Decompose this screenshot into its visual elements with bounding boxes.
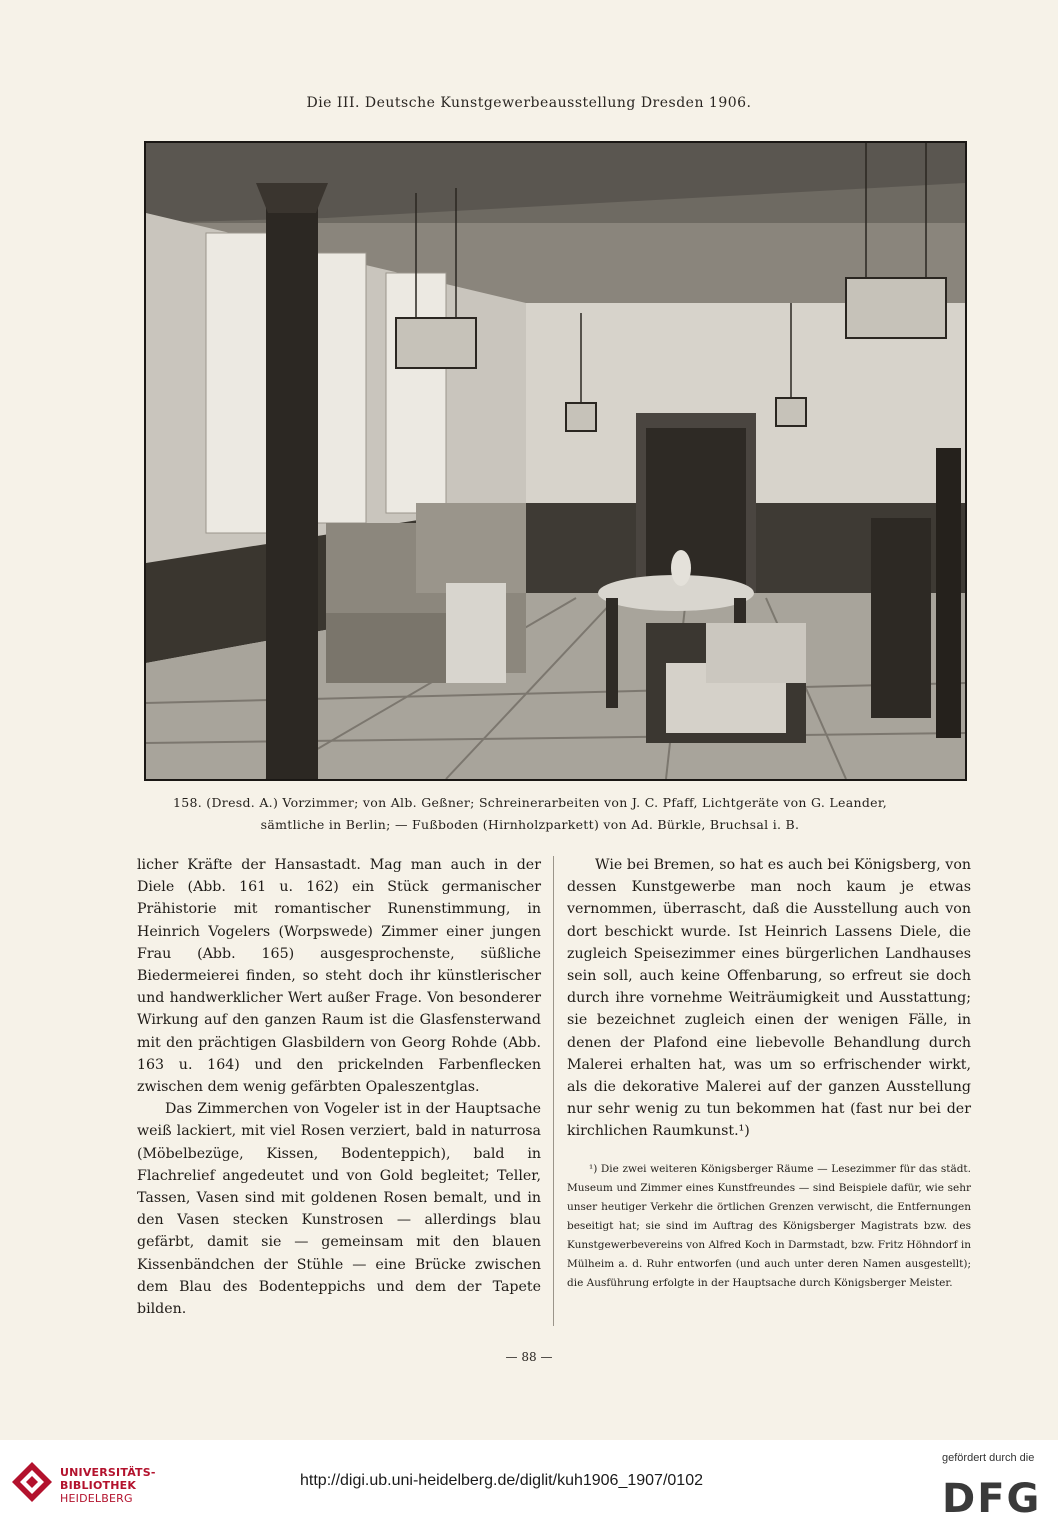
- footnote-text: ¹) Die zwei weiteren Königsberger Räume — Lesezimmer für das städt. Museum und Zimmer eines Kunstfreundes — sind Beispiele dafür, wie sehr unser heutiger Verkehr die örtlichen Grenzen verwischt, die Entfernungen beseitigt hat; sie sind im Auftrag des Königsberger Magistrats bzw. des Kunstgewerbevereins von Alfred Koch in Darmstadt, bzw. Fritz Höhndorf in Mülheim a. d. Ruhr entworfen (und auch unter deren Namen ausgestellt); die Ausführung erfolgte in der Hauptsache durch Königsberger Meister.: [567, 1163, 971, 1289]
- left-column: [137, 854, 541, 1320]
- figure-caption-line-2: sämtliche in Berlin; — Fußboden (Hirnholzparkett) von Ad. Bürkle, Bruchsal i. B.: [260, 817, 800, 832]
- library-name-line-1: UNIVERSITÄTS-: [60, 1466, 156, 1479]
- library-name-line-2: BIBLIOTHEK: [60, 1479, 137, 1492]
- left-paragraph-2: Das Zimmerchen von Vogeler ist in der Hauptsache weiß lackiert, mit viel Rosen verziert, bald in naturrosa (Möbelbezüge, Kissen, Bodenteppich), bald in Flachrelief angedeutet und von Gold begleitet; Teller, Tassen, Vasen sind mit goldenen Rosen bemalt, und in den Vasen stecken Kunstrosen — allerdings blau gefärbt, damit sie — gemeinsam mit den blauen Kissenbändchen der Stühle — eine Brücke zwischen dem Blau des Bodenteppichs und dem der Tapete bilden.: [137, 1101, 541, 1318]
- column-divider: [553, 856, 554, 1326]
- footnote: [567, 1160, 971, 1293]
- running-head: Die III. Deutsche Kunstgewerbeausstellung Dresden 1906.: [306, 95, 752, 111]
- library-name-line-3: HEIDELBERG: [60, 1492, 133, 1505]
- interior-photograph: [144, 141, 967, 781]
- anteroom-photo-illustration: [146, 143, 965, 779]
- dfg-logo-icon: [940, 1474, 1050, 1516]
- right-column: [567, 854, 971, 1143]
- sponsor-label: gefördert durch die: [942, 1452, 1035, 1464]
- permalink-url[interactable]: http://digi.ub.uni-heidelberg.de/diglit/kuh1906_1907/0102: [300, 1472, 703, 1489]
- university-library-logo-icon: [10, 1460, 54, 1504]
- right-paragraph-1: Wie bei Bremen, so hat es auch bei Königsberg, von dessen Kunstgewerbe man noch kaum je etwas vernommen, überrascht, daß die Ausstellung auch von dort beschickt wurde. Ist Heinrich Lassens Diele, die zugleich Speisezimmer eines bürgerlichen Landhauses sein soll, auch keine Offenbarung, so erfreut sie doch durch ihre vornehme Weiträumigkeit und Ausstattung; sie bezeichnet zugleich einen der wenigen Fälle, in denen der Plafond eine liebevolle Behandlung durch Malerei erhalten hat, was um so erfrischender wirkt, als die dekorative Malerei auf der ganzen Ausstellung nur sehr wenig zu tun bekommen hat (fast nur bei der kirchlichen Raumkunst.¹): [567, 857, 971, 1140]
- figure-caption-line-1: 158. (Dresd. A.) Vorzimmer; von Alb. Geßner; Schreinerarbeiten von J. C. Pfaff, Lichtgeräte von G. Leander,: [173, 795, 887, 810]
- dfg-logo-text: DFG: [942, 1476, 1042, 1516]
- page-number: — 88 —: [505, 1350, 553, 1364]
- digitization-footer: [0, 1440, 1058, 1525]
- left-paragraph-1: licher Kräfte der Hansastadt. Mag man auch in der Diele (Abb. 161 u. 162) ein Stück germanischer Prähistorie mit romantischer Runenstimmung, in Heinrich Vogelers (Worpswede) Zimmer einer jungen Frau (Abb. 165) ausgesprochenste, süßliche Biedermeierei finden, so steht doch ihr künstlerischer und handwerklicher Wert außer Frage. Von besonderer Wirkung auf den ganzen Raum ist die Glasfensterwand mit den prächtigen Glasbildern von Georg Rohde (Abb. 163 u. 164) und den prickelnden Farbenflecken zwischen dem wenig gefärbten Opaleszentglas.: [137, 857, 541, 1096]
